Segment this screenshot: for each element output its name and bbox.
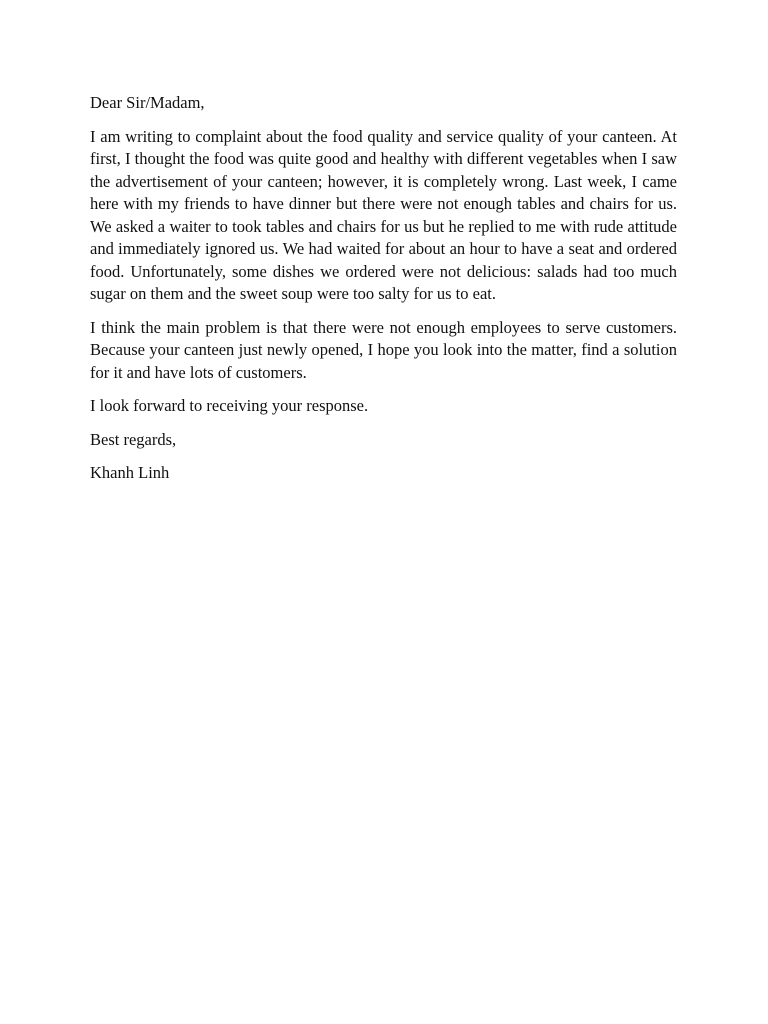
paragraph-complaint: I am writing to complaint about the food quality and service quality of your canteen. At first, I thought the food was quite good and healthy with different vegetables when I saw the advertisement of your canteen; however, it is completely wrong. Last week, I came here with my friends to have dinner but there were not enough tables and chairs for us. We asked a waiter to took tables and chairs for us but he replied to me with rude attitude and immediately ignored us. We had waited for about an hour to have a seat and ordered food. Unfortunately, some dishes we ordered were not delicious: salads had too much sugar on them and the sweet soup were too salty for us to eat. <box>90 126 677 303</box>
closing: Best regards, <box>90 429 177 449</box>
paragraph-problem: I think the main problem is that there were not enough employees to serve customers. Because your canteen just newly opened, I hope you look into the matter, find a solution for it and have lots of customers. <box>90 317 677 382</box>
signature: Khanh Linh <box>90 463 170 482</box>
letter-body <box>90 92 677 496</box>
salutation: Dear Sir/Madam, <box>90 93 205 112</box>
paragraph-closing-line: I look forward to receiving your response. <box>90 396 369 415</box>
